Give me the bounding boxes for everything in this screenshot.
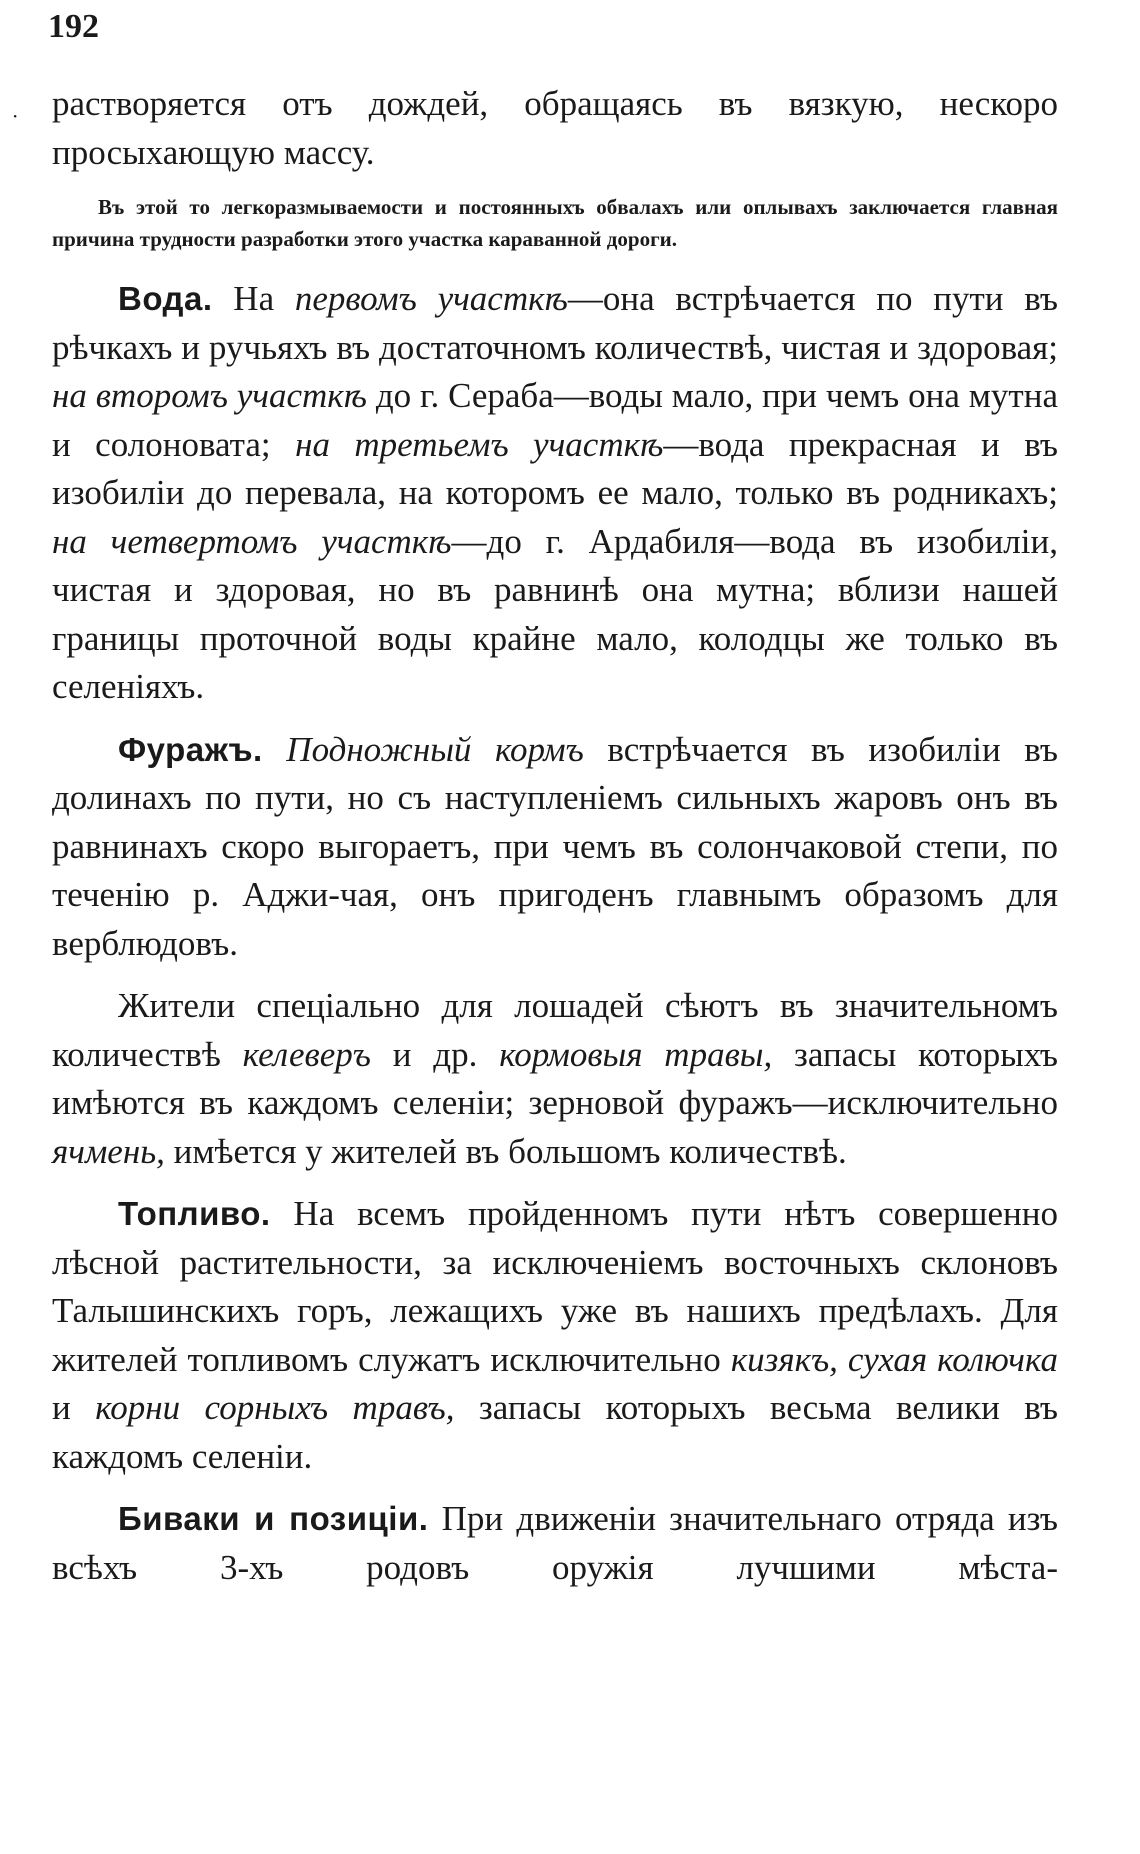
heading-bivaki: Биваки и позиціи. (118, 1500, 429, 1537)
voda-italic-3: на третьемъ участкѣ (295, 424, 664, 464)
toplivo-text-2: и (52, 1388, 96, 1427)
furazh-text-1 (263, 730, 287, 769)
voda-italic-1: первомъ участкѣ (294, 279, 568, 318)
voda-text-4: —вода прекрасная и въ изобиліи до перевала, на которомъ ее мало, только въ родникахъ; (52, 424, 1058, 512)
paragraph-voda (52, 275, 1058, 712)
voda-text-1: На (212, 279, 295, 318)
paragraph-continuation (52, 80, 1058, 177)
paragraph-bivaki (52, 1495, 1058, 1592)
bivaki-text-1: При движеніи значительнаго отряда изъ всѣхъ 3-хъ родовъ оружія лучшими мѣста- (52, 1499, 1058, 1587)
voda-text-3: до г. Сераба—воды мало, при чемъ она мутна и солоновата; (52, 376, 1058, 464)
heading-toplivo: Топливо. (118, 1195, 271, 1232)
paragraph-zhiteli (52, 982, 1058, 1176)
paragraph-toplivo (52, 1190, 1058, 1481)
zhiteli-text-1: Жители спеціально для лошадей сѣютъ въ значительномъ количествѣ (52, 986, 1058, 1074)
voda-text-5: —до г. Ардабиля—вода въ изобиліи, чистая и здоровая, но въ равнинѣ она мутна; вблизи нашей границы проточной воды крайне мало, колодцы же только въ селеніяхъ. (52, 521, 1058, 706)
voda-text-2: —она встрѣчается по пути въ рѣчкахъ и ручьяхъ въ достаточномъ количествѣ, чистая и здоровая; (52, 279, 1059, 367)
toplivo-text-3: запасы которыхъ весьма велики въ каждомъ селеніи. (52, 1388, 1058, 1476)
paragraph-furazh (52, 726, 1058, 969)
zhiteli-text-4: имѣется у жителей въ большомъ количествѣ. (164, 1131, 847, 1171)
zhiteli-italic-2: кормовыя травы, (499, 1034, 773, 1074)
toplivo-italic-2: корни сорныхъ травъ, (95, 1388, 455, 1427)
zhiteli-text-3: запасы которыхъ имѣются въ каждомъ селеніи; зерновой фуражъ—исключительно (52, 1034, 1058, 1122)
zhiteli-italic-1: келеверъ (242, 1034, 371, 1074)
heading-furazh: Фуражъ. (118, 730, 263, 768)
page-content (52, 80, 1058, 1606)
toplivo-text-1: На всемъ пройденномъ пути нѣтъ совершенно лѣсной растительности, за исключеніемъ восточныхъ склоновъ Талышинскихъ горъ, лежащихъ уже въ нашихъ предѣлахъ. Для жителей топливомъ служатъ исключительно (52, 1194, 1058, 1379)
continuation-text: растворяется отъ дождей, обращаясь въ вязкую, нескоро просыхающую массу. (52, 84, 1058, 172)
page-number: 192 (48, 8, 99, 45)
heading-voda: Вода. (118, 280, 213, 317)
furazh-text-2: встрѣчается въ изобиліи въ долинахъ по пути, но съ наступленіемъ сильныхъ жаровъ онъ въ равнинахъ скоро выгораетъ, при чемъ въ солончаковой степи, по теченію р. Аджи-чая, онъ пригоденъ главнымъ образомъ для верблюдовъ. (52, 729, 1059, 963)
toplivo-italic-1: кизякъ, сухая колючка (730, 1339, 1058, 1379)
voda-italic-2: на второмъ участкѣ (52, 376, 367, 415)
margin-mark: · (12, 104, 19, 128)
zhiteli-text-2: и др. (370, 1034, 500, 1074)
zhiteli-italic-3: ячмень, (52, 1131, 165, 1171)
voda-italic-4: на четвертомъ участкѣ (52, 521, 452, 561)
note-paragraph: Въ этой то легкоразмываемости и постоянныхъ обвалахъ или оплывахъ заключается главная причина трудности разработки этого участка караванной дороги. (52, 195, 1058, 251)
furazh-italic-1: Подножный кормъ (286, 729, 584, 769)
